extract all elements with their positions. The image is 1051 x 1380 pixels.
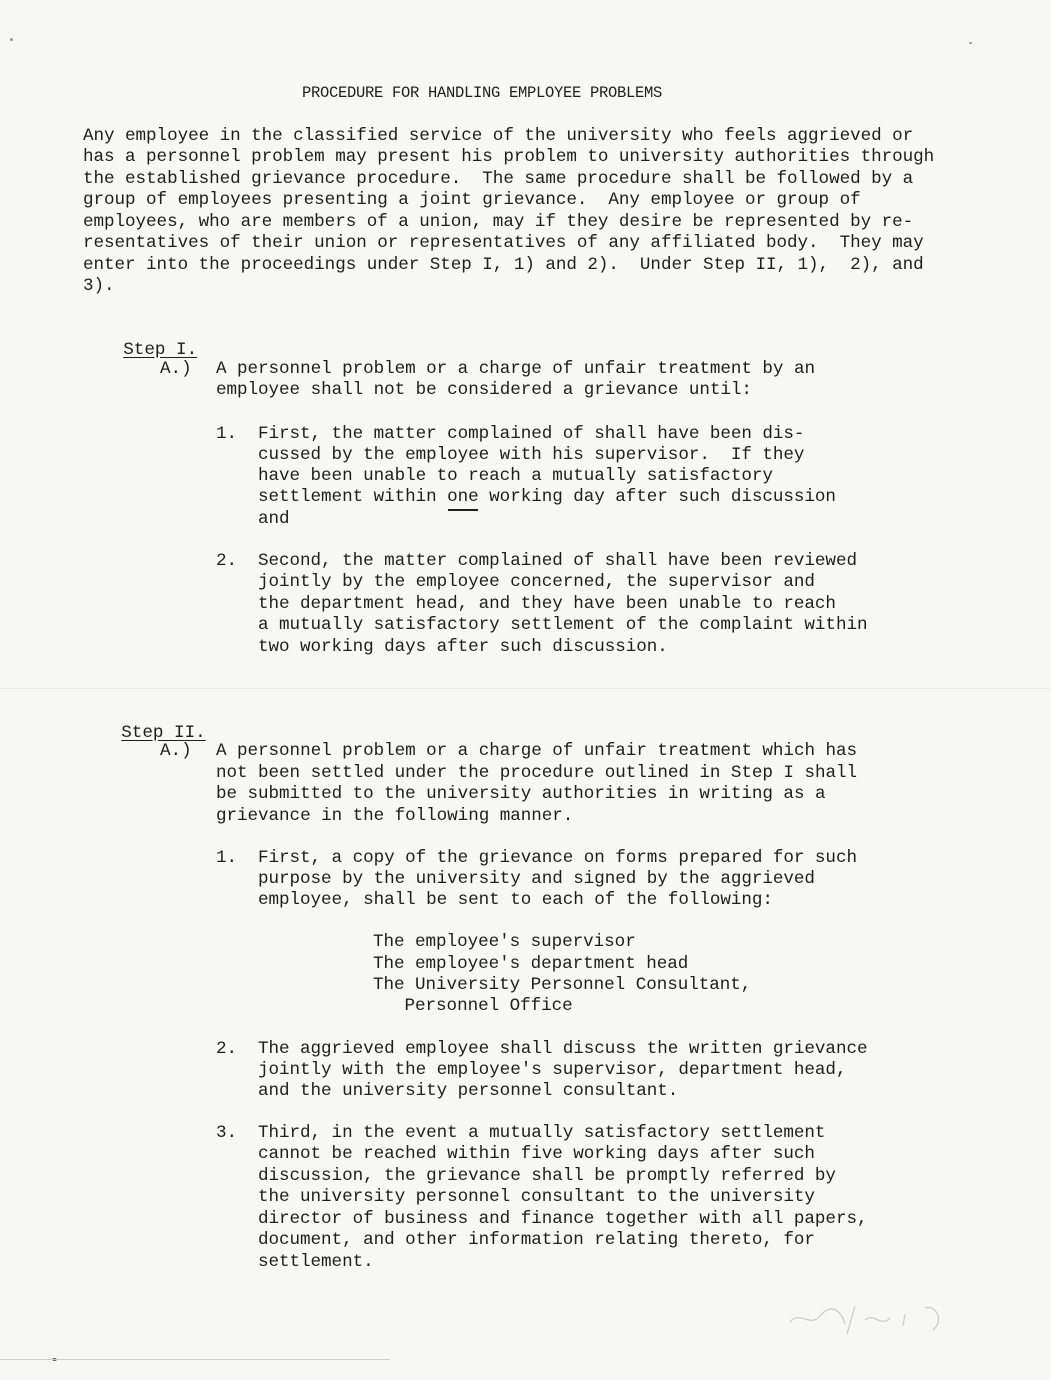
intro-line: has a personnel problem may present his problem to university authorities through	[83, 147, 935, 167]
step2-item3-number: 3.	[216, 1123, 238, 1143]
step2-item1-line: employee, shall be sent to each of the following:	[258, 890, 773, 910]
document-title: PROCEDURE FOR HANDLING EMPLOYEE PROBLEMS	[302, 84, 663, 102]
scan-speck	[10, 38, 13, 41]
step1-item1-line: First, the matter complained of shall have been dis-	[258, 424, 805, 444]
step2-a-line: grievance in the following manner.	[216, 806, 574, 826]
step2-a-line: be submitted to the university authorities in writing as a	[216, 784, 826, 804]
step1-item1-number: 1.	[216, 424, 238, 444]
intro-line: resentatives of their union or representatives of any affiliated body. They may	[83, 233, 924, 253]
step2-item2-line: and the university personnel consultant.	[258, 1081, 679, 1101]
step1-a-marker: A.)	[160, 359, 192, 379]
step1-a-line: A personnel problem or a charge of unfair treatment by an	[216, 359, 815, 379]
step2-item3-line: the university personnel consultant to the university	[258, 1187, 815, 1207]
recipient-line: The University Personnel Consultant,	[373, 975, 752, 995]
intro-line: employees, who are members of a union, may if they desire be represented by re-	[83, 212, 914, 232]
step2-item3-line: discussion, the grievance shall be promptly referred by	[258, 1166, 836, 1186]
step2-item2-number: 2.	[216, 1039, 238, 1059]
scan-fold-line	[0, 688, 1051, 689]
scan-speck	[969, 42, 972, 44]
step2-item2-line: jointly with the employee's supervisor, department head,	[258, 1060, 847, 1080]
intro-line: group of employees presenting a joint grievance. Any employee or group of	[83, 190, 861, 210]
intro-line: the established grievance procedure. The same procedure shall be followed by a	[83, 169, 914, 189]
step1-item1-line: cussed by the employee with his supervisor. If they	[258, 445, 805, 465]
step1-item2-line: two working days after such discussion.	[258, 637, 668, 657]
recipient-line: Personnel Office	[373, 996, 573, 1016]
step1-item1-line: settlement within one working day after such discussion	[258, 487, 836, 507]
step1-item1-line: have been unable to reach a mutually satisfactory	[258, 466, 773, 486]
step2-item3-line: settlement.	[258, 1252, 374, 1272]
step2-item2-line: The aggrieved employee shall discuss the written grievance	[258, 1039, 868, 1059]
step2-item1-number: 1.	[216, 848, 238, 868]
step2-a-line: not been settled under the procedure outlined in Step I shall	[216, 763, 857, 783]
step1-item2-line: a mutually satisfactory settlement of the complaint within	[258, 615, 868, 635]
one-underline	[448, 509, 478, 511]
step1-item2-number: 2.	[216, 551, 238, 571]
step2-item1-line: First, a copy of the grievance on forms prepared for such	[258, 848, 857, 868]
faint-handwriting-mark	[785, 1300, 955, 1336]
step1-heading-text: Step I.	[123, 339, 198, 360]
intro-line: enter into the proceedings under Step I, 1) and 2). Under Step II, 1), 2), and	[83, 255, 924, 275]
recipient-line: The employee's supervisor	[373, 932, 636, 952]
step2-heading-text: Step II.	[121, 722, 206, 743]
step2-item1-line: purpose by the university and signed by the aggrieved	[258, 869, 815, 889]
step2-item3-line: Third, in the event a mutually satisfactory settlement	[258, 1123, 826, 1143]
step2-a-line: A personnel problem or a charge of unfair treatment which has	[216, 741, 857, 761]
intro-line: Any employee in the classified service of the university who feels aggrieved or	[83, 126, 914, 146]
step1-item2-line: Second, the matter complained of shall have been reviewed	[258, 551, 857, 571]
step1-a-line: employee shall not be considered a grievance until:	[216, 380, 752, 400]
step2-item3-line: document, and other information relating thereto, for	[258, 1230, 815, 1250]
recipient-line: The employee's department head	[373, 954, 689, 974]
step1-item2-line: the department head, and they have been unable to reach	[258, 594, 836, 614]
scan-edge-line	[0, 1359, 390, 1360]
step2-item3-line: cannot be reached within five working days after such	[258, 1144, 815, 1164]
step1-item1-line: and	[258, 509, 290, 529]
intro-line: 3).	[83, 276, 115, 296]
step2-item3-line: director of business and finance together with all papers,	[258, 1209, 868, 1229]
step2-a-marker: A.)	[160, 741, 192, 761]
step1-item2-line: jointly by the employee concerned, the supervisor and	[258, 572, 815, 592]
